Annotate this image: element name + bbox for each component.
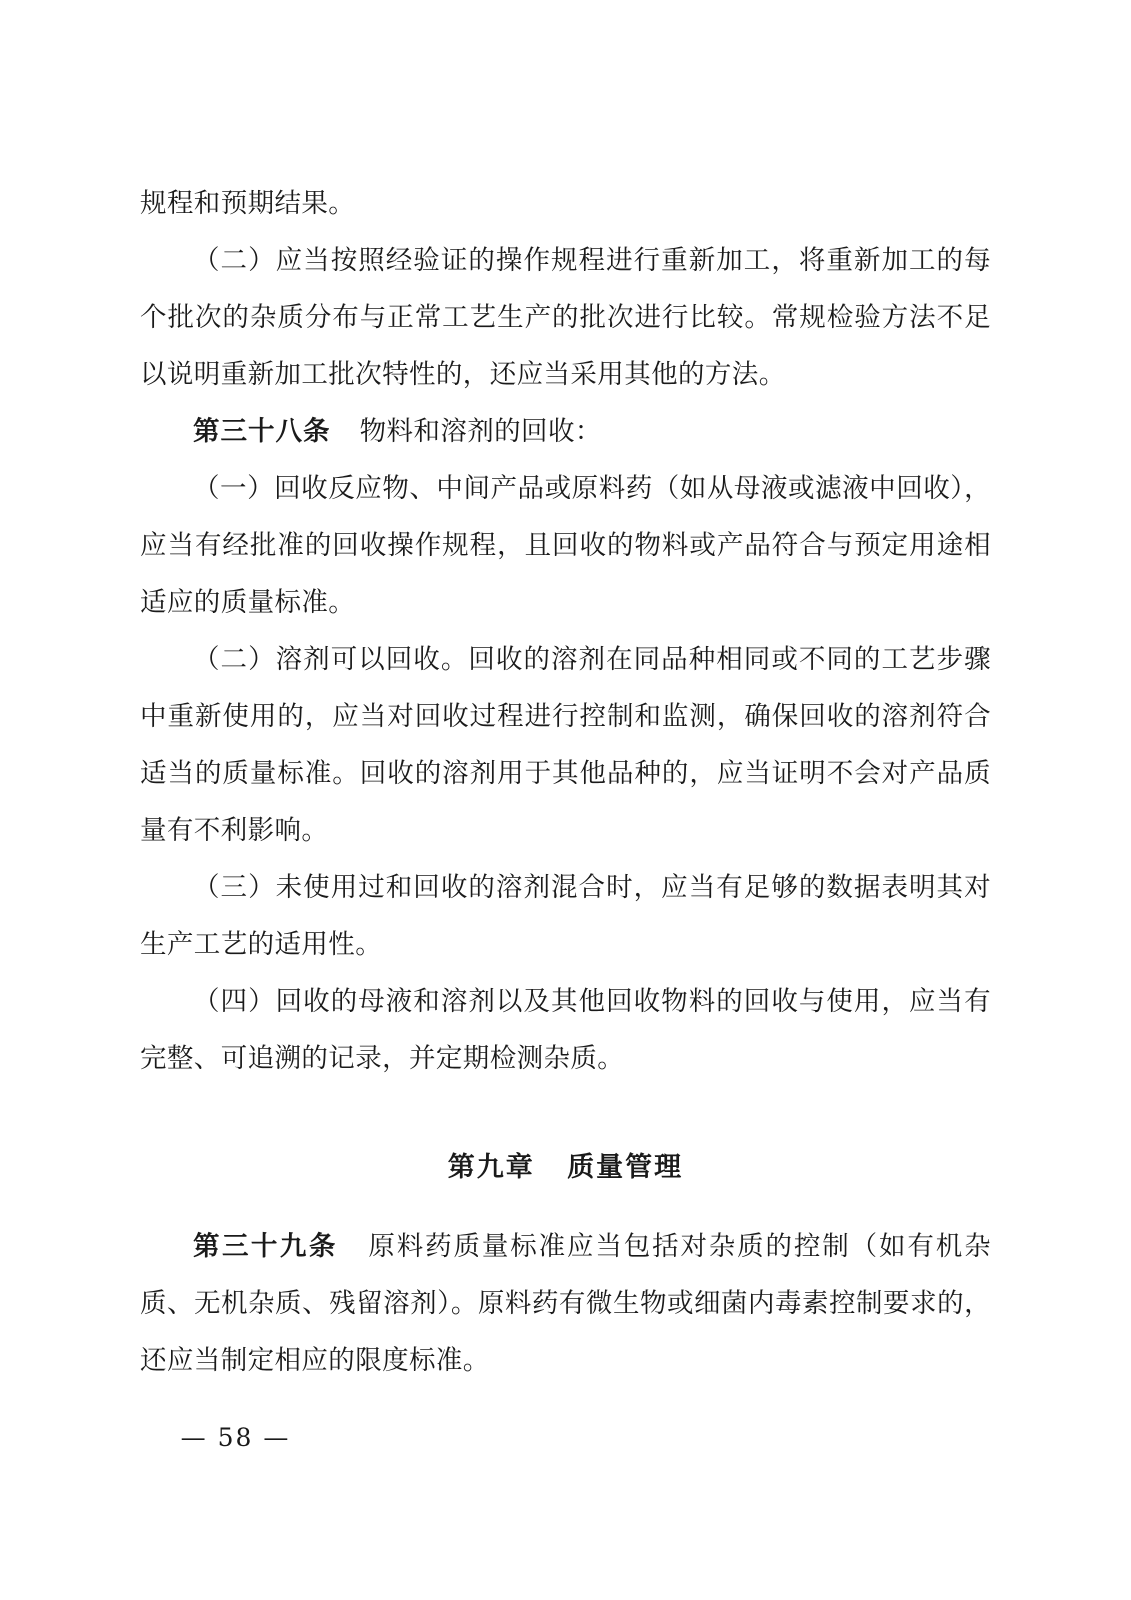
paragraph-item-4-records: （四）回收的母液和溶剂以及其他回收物料的回收与使用，应当有完整、可追溯的记录，并定期检测杂质。 [140,986,991,1074]
page-footer [0,1423,1131,1452]
paragraph-item-2: （二）应当按照经验证的操作规程进行重新加工，将重新加工的每个批次的杂质分布与正常工艺生产的批次进行比较。常规检验方法不足以说明重新加工批次特性的，还应当采用其他的方法。 [140,245,991,390]
article-39-text: 原料药质量标准应当包括对杂质的控制（如有机杂质、无机杂质、残留溶剂）。原料药有微生物或细菌内毒素控制要求的，还应当制定相应的限度标准。 [140,1231,991,1376]
article-38-label: 第三十八条 [193,416,331,447]
chapter-heading [140,1087,991,1218]
article-39 [140,1218,991,1389]
article-38 [140,403,991,460]
article-39-label: 第三十九条 [193,1231,338,1262]
chapter-number: 第九章 [447,1152,535,1183]
paragraph-item-1-recovery: （一）回收反应物、中间产品或原料药（如从母液或滤液中回收），应当有经批准的回收操作规程，且回收的物料或产品符合与预定用途相适应的质量标准。 [140,473,991,618]
article-38-text: 物料和溶剂的回收： [359,416,602,447]
paragraph-item-2-solvent: （二）溶剂可以回收。回收的溶剂在同品种相同或不同的工艺步骤中重新使用的，应当对回收过程进行控制和监测，确保回收的溶剂符合适当的质量标准。回收的溶剂用于其他品种的，应当证明不会对产品质量有不利影响。 [140,644,991,846]
page-number: — 58 — [180,1423,291,1452]
document-body [140,175,991,1389]
paragraph-item-3-mixing: （三）未使用过和回收的溶剂混合时，应当有足够的数据表明其对生产工艺的适用性。 [140,872,991,960]
paragraph-continuation: 规程和预期结果。 [140,188,356,219]
chapter-title-text: 质量管理 [567,1152,684,1183]
